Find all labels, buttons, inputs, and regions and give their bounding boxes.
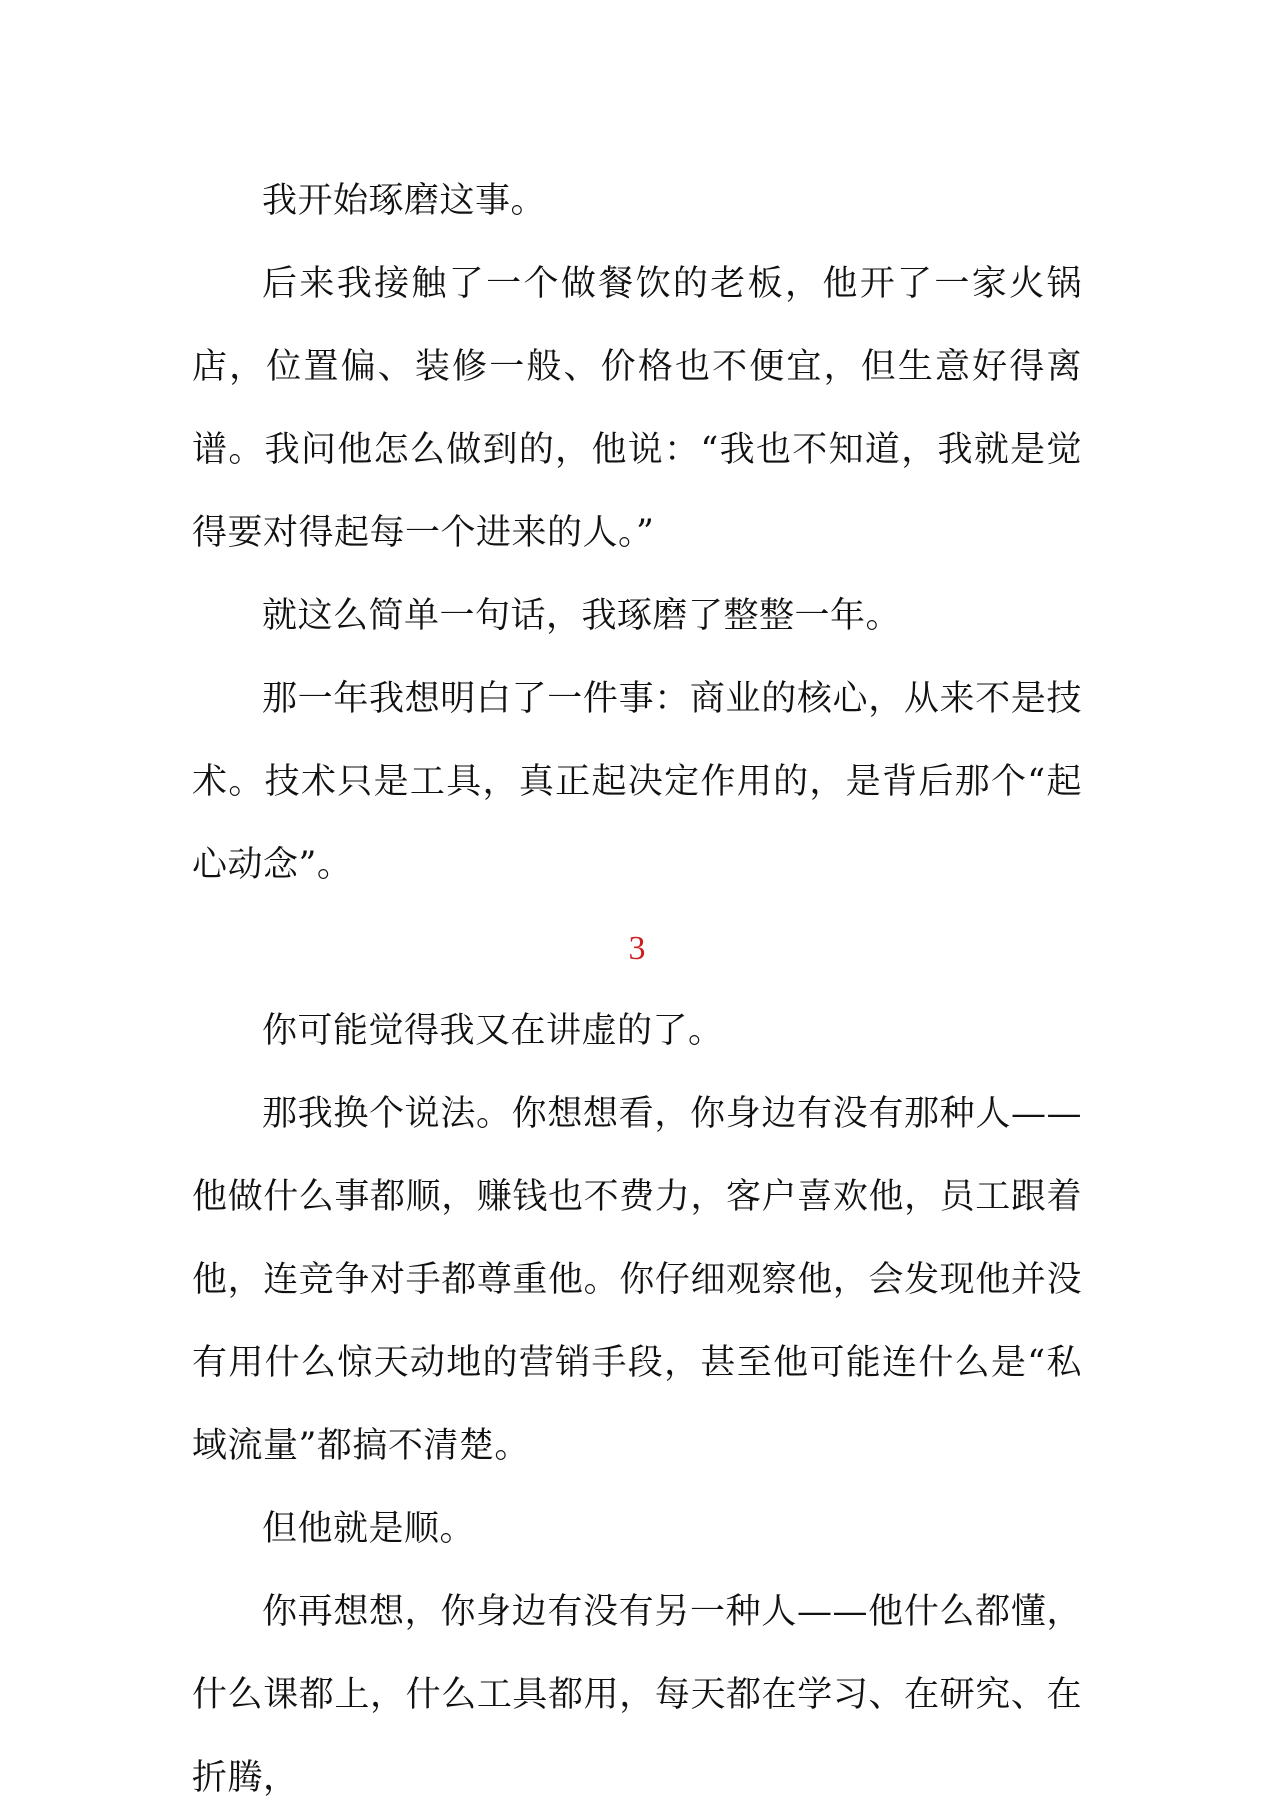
body-paragraph: 那一年我想明白了一件事：商业的核心，从来不是技术。技术只是工具，真正起决定作用的，是背后那个“起心动念”。 <box>192 679 1082 885</box>
body-paragraph: 你再想想，你身边有没有另一种人——他什么都懂，什么课都上，什么工具都用，每天都在学习、在研究、在折腾， <box>192 1592 1082 1798</box>
body-paragraph: 后来我接触了一个做餐饮的老板，他开了一家火锅店，位置偏、装修一般、价格也不便宜，但生意好得离谱。我问他怎么做到的，他说：“我也不知道，我就是觉得要对得起每一个进来的人。” <box>192 264 1082 553</box>
section-number: 3 <box>628 930 646 967</box>
body-paragraph: 你可能觉得我又在讲虚的了。 <box>262 1011 724 1051</box>
body-paragraph: 我开始琢磨这事。 <box>262 181 547 221</box>
body-paragraph: 就这么简单一句话，我琢磨了整整一年。 <box>262 596 902 636</box>
document-page <box>192 160 1082 1820</box>
body-paragraph: 那我换个说法。你想想看，你身边有没有那种人——他做什么事都顺，赚钱也不费力，客户喜欢他，员工跟着他，连竞争对手都尊重他。你仔细观察他，会发现他并没有用什么惊天动地的营销手段，甚至他可能连什么是“私域流量”都搞不清楚。 <box>192 1094 1082 1466</box>
body-paragraph: 但他就是顺。 <box>262 1509 476 1549</box>
